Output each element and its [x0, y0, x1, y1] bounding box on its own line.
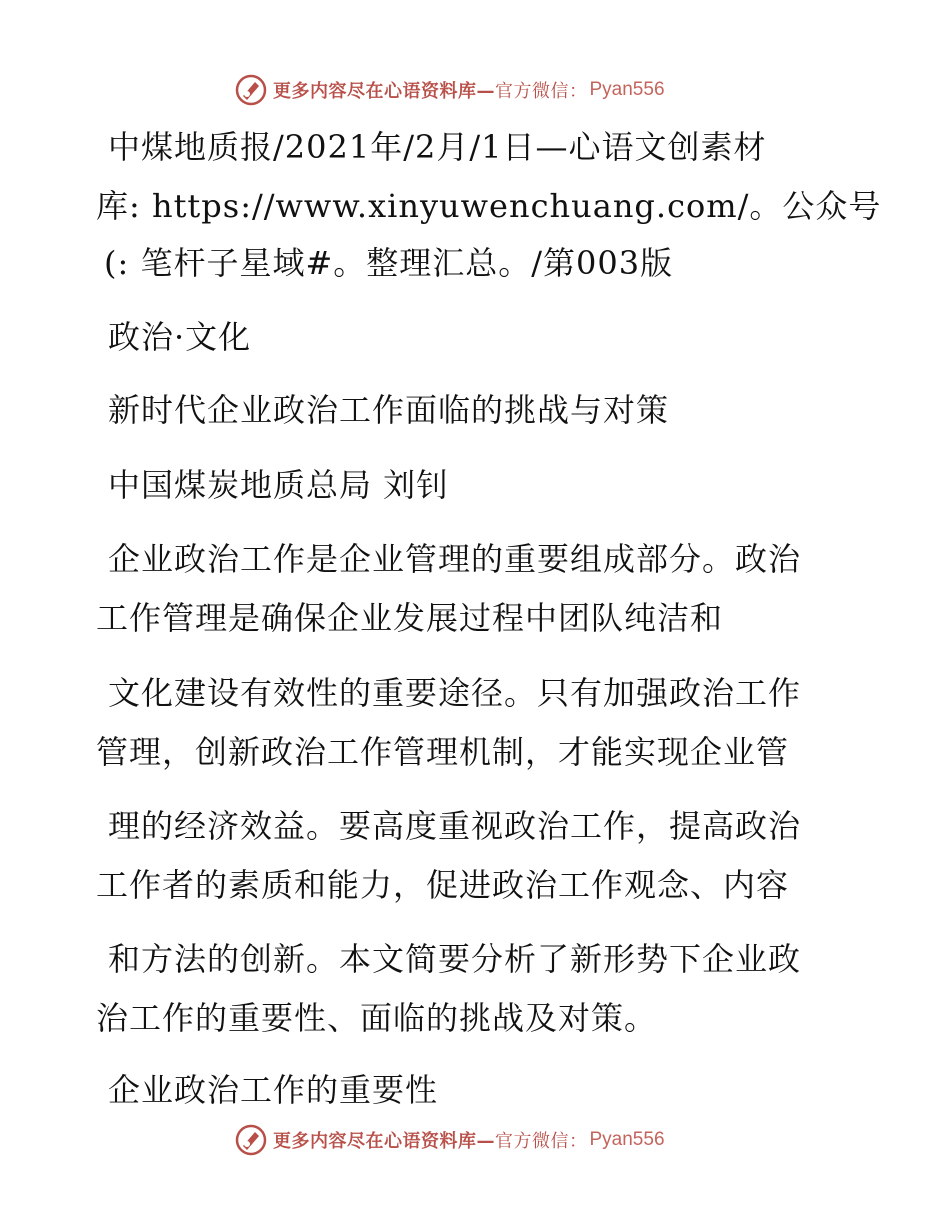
watermark-wechat-id: Pyan556 — [589, 79, 665, 100]
watermark-text: 更多内容尽在心语资料库— — [273, 81, 495, 102]
source-line-3: (: 笔杆子星域#。整理汇总。/第003版 — [104, 244, 674, 282]
paragraph-line: 企业政治工作是企业管理的重要组成部分。政治 — [108, 540, 802, 578]
paragraph-line: 理的经济效益。要高度重视政治工作，提高政治 — [108, 807, 802, 845]
paragraph-line: 文化建设有效性的重要途径。只有加强政治工作 — [108, 674, 802, 712]
watermark-header — [235, 73, 665, 107]
watermark-wechat-label: 官方微信： — [495, 81, 588, 102]
article-title: 新时代企业政治工作面临的挑战与对策 — [108, 391, 670, 429]
watermark-footer — [235, 1123, 665, 1157]
paragraph-line: 工作管理是确保企业发展过程中团队纯洁和 — [96, 599, 724, 637]
source-line-2: 库: https://www.xinyuwenchuang.com/。公众号 — [96, 187, 882, 225]
source-line-1: 中煤地质报/2021年/2月/1日—心语文创素材 — [108, 128, 767, 166]
section-subheading: 企业政治工作的重要性 — [108, 1071, 439, 1109]
paragraph-line: 工作者的素质和能力，促进政治工作观念、内容 — [96, 866, 790, 904]
xinyu-logo-icon — [235, 74, 267, 106]
watermark-text: 更多内容尽在心语资料库— — [273, 1131, 495, 1152]
paragraph-line: 管理，创新政治工作管理机制，才能实现企业管 — [96, 733, 790, 771]
paragraph-line: 治工作的重要性、面临的挑战及对策。 — [96, 999, 658, 1037]
article-author: 中国煤炭地质总局 刘钊 — [108, 466, 450, 504]
section-label: 政治·文化 — [108, 318, 252, 356]
watermark-wechat-id: Pyan556 — [589, 1129, 665, 1150]
paragraph-line: 和方法的创新。本文简要分析了新形势下企业政 — [108, 940, 802, 978]
xinyu-logo-icon — [235, 1124, 267, 1156]
watermark-wechat-label: 官方微信： — [495, 1131, 588, 1152]
